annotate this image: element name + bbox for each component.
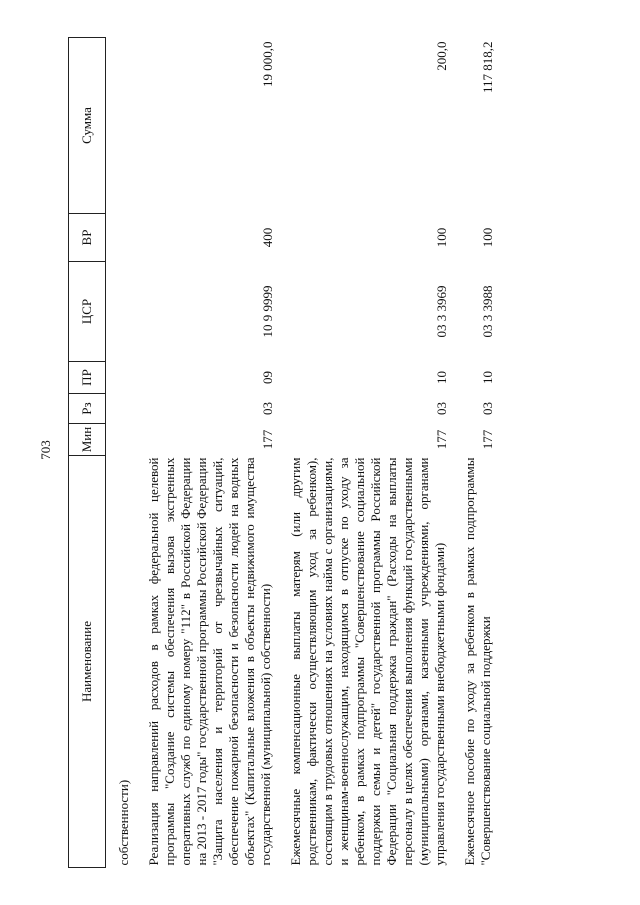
row-name: Реализация направлений расходов в рамках федеральной целевой программы "Создание системы обеспечения вызова экстренных оперативных служб по единому номеру "112" в Российской Федерации на 2013 - 2017 годы" государственной программы Российской Федерации "Защита населения и территорий от чрезвычайных ситуаций, обеспечение пожарной безопасности и безопасности людей на водных объектах" (Капитальные вложения в объекты недвижимого имущества государственной (муниципальной) собственности) <box>146 457 273 866</box>
row-vr: 100 <box>434 227 449 248</box>
row-sum: 200,0 <box>434 41 449 71</box>
table-row <box>458 38 496 868</box>
row-csr: 03 3 3988 <box>480 285 495 338</box>
header-pr: ПР <box>69 362 106 394</box>
header-csr: ЦСР <box>69 262 106 362</box>
row-pr: 10 <box>434 371 449 384</box>
header-min: Мин <box>69 424 106 456</box>
row-min: 177 <box>480 429 495 450</box>
row-min: 177 <box>260 429 275 450</box>
row-sum: 19 000,0 <box>260 41 275 87</box>
budget-table <box>68 37 496 868</box>
table-row <box>142 38 276 868</box>
header-name: Наименование <box>69 456 106 868</box>
table-row <box>106 38 135 868</box>
continuation-text: собственности) <box>116 779 131 866</box>
row-csr: 10 9 9999 <box>260 285 275 338</box>
row-min: 177 <box>434 429 449 450</box>
header-sum: Сумма <box>69 38 106 214</box>
row-vr: 100 <box>480 227 495 248</box>
row-csr: 03 3 3969 <box>434 285 449 338</box>
header-vr: ВР <box>69 214 106 262</box>
row-vr: 400 <box>260 227 275 248</box>
table-header-row <box>69 38 106 868</box>
table-row <box>284 38 450 868</box>
row-sum: 117 818,2 <box>480 41 495 94</box>
row-rz: 03 <box>260 402 275 415</box>
page-number: 703 <box>37 440 53 460</box>
row-name: Ежемесячное пособие по уходу за ребенком в рамках подпрограммы "Совершенствование социальной поддержки <box>462 457 493 866</box>
row-pr: 09 <box>260 371 275 384</box>
row-rz: 03 <box>480 402 495 415</box>
row-pr: 10 <box>480 371 495 384</box>
rotated-page-content <box>68 28 608 878</box>
header-rz: Рз <box>69 394 106 424</box>
row-rz: 03 <box>434 402 449 415</box>
row-name: Ежемесячные компенсационные выплаты матерям (или другим родственникам, фактически осуществляющим уход за ребенком), состоящим в трудовых отношениях на условиях найма с организациями, и женщинам-военнослужащим, находящимся в отпуске по уходу за ребенком, в рамках подпрограммы "Совершенствование социальной поддержки семьи и детей" государственной программы Российской Федерации "Социальная поддержка граждан" (Расходы на выплаты персоналу в целях обеспечения выполнения функций государственными (муниципальными) органами, казенными учреждениями, органами управления государственными внебюджетными фондами) <box>288 457 447 866</box>
